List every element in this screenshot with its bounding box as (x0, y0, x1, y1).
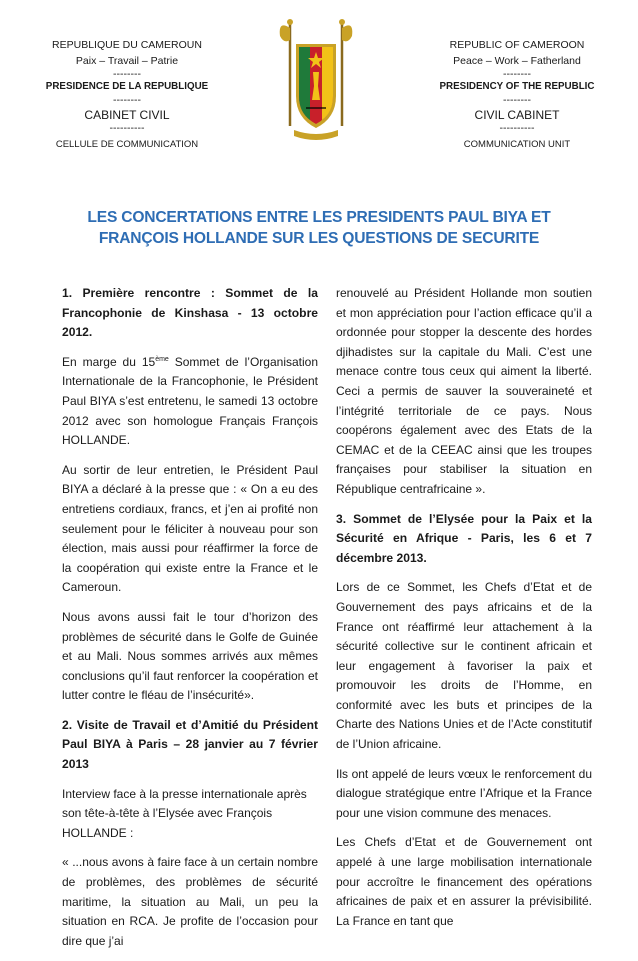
cabinet-en: CIVIL CABINET (474, 107, 560, 122)
paragraph: Ils ont appelé de leurs vœux le renforcement du dialogue stratégique entre l’Afrique et la France pour une vision commune des menaces. (336, 766, 592, 820)
section-heading-2: 2. Visite de Travail et d’Amitié du Président Paul BIYA à Paris – 28 janvier au 7 février 2013 (62, 717, 318, 772)
column-right (336, 284, 592, 941)
unit-en: COMMUNICATION UNIT (463, 139, 571, 150)
separator: ---------- (499, 122, 535, 134)
motto-fr: Paix – Travail – Patrie (75, 54, 179, 67)
separator: -------- (113, 68, 141, 80)
section-heading-3: 3. Sommet de l’Elysée pour la Paix et la Sécurité en Afrique - Paris, les 6 et 7 décembre 2013. (336, 511, 592, 565)
header-left (34, 38, 220, 153)
header-right (424, 38, 610, 153)
cabinet-fr: CABINET CIVIL (84, 107, 170, 122)
motto-en: Peace – Work – Fatherland (453, 54, 581, 67)
paragraph: renouvelé au Président Hollande mon soutien et mon appréciation pour l’action efficace qu’il a ordonnée pour stopper la descente des hordes djihadistes sur la capitale du Mali. C’est une menace contre tous ceux qui aiment la liberté. Ceci a permis de sauver la souveraineté et l’intégrité territoriale de ce pays. Nous coopérons également avec des Etats de la CEMAC et de la CEEAC ainsi que les troupes françaises pour stabiliser la situation en République centrafricaine ». (336, 286, 592, 496)
section-heading-1: 1. Première rencontre : Sommet de la Francophonie de Kinshasa - 13 octobre 2012. (62, 286, 318, 340)
coat-of-arms-emblem (276, 14, 356, 154)
paragraph: Interview face à la presse internationale après son tête-à-tête à l’Elysée avec François HOLLANDE : (62, 786, 307, 840)
country-name-en: REPUBLIC OF CAMEROON (449, 39, 585, 51)
separator: -------- (503, 93, 531, 106)
separator: -------- (113, 93, 141, 106)
office-en: PRESIDENCY OF THE REPUBLIC (439, 81, 595, 92)
paragraph: « ...nous avons à faire face à un certain nombre de problèmes, des problèmes de sécurité maritime, la situation au Mali, un peu la situation en RCA. Je profite de l’occasion pour dire que j’ai (62, 855, 318, 948)
unit-fr: CELLULE DE COMMUNICATION (55, 139, 199, 150)
axe-left-icon (280, 19, 293, 126)
paragraph: Lors de ce Sommet, les Chefs d’Etat et de Gouvernement des pays africains et de la France ont réaffirmé leur attachement à la sécurité collective sur le continent africain et leur engagement à favoriser la paix et promouvoir les droits de l’Homme, en conformité avec les buts et principes de la Charte des Nations Unies et de l’Acte constitutif de l’Union africaine. (336, 580, 592, 752)
separator: -------- (503, 68, 531, 80)
office-fr: PRESIDENCE DE LA REPUBLIQUE (45, 81, 209, 92)
axe-right-icon (339, 19, 352, 126)
column-left (62, 284, 318, 961)
paragraph: Nous avons aussi fait le tour d’horizon des problèmes de sécurité dans le Golfe de Guinée et au Mali. Nous sommes arrivés aux mêmes conclusions qu’il faut renforcer la coopération et lutter contre le fléau de l’insécurité». (62, 609, 318, 703)
document-title: LES CONCERTATIONS ENTRE LES PRESIDENTS PAUL BIYA ET FRANÇOIS HOLLANDE SUR LES QUESTIONS DE SECURITE (87, 209, 551, 247)
ribbon-icon (294, 130, 338, 140)
paragraph: Les Chefs d’Etat et de Gouvernement ont appelé à une large mobilisation internationale pour accroître le financement des opérations africaines de paix et en assurer la prévisibilité. La France en tant que (336, 835, 592, 928)
paragraph: Au sortir de leur entretien, le Président Paul BIYA a déclaré à la presse que : « On a eu des entretiens cordiaux, francs, et j’en ai profité non seulement pour le féliciter à nouveau pour son élection, mais aussi pour réaffirmer la force de la coopération qui existe entre la France et le Cameroun. (62, 462, 318, 595)
shield-icon (296, 44, 336, 128)
separator: ---------- (109, 122, 145, 134)
country-name-fr: REPUBLIQUE DU CAMEROUN (52, 39, 202, 51)
paragraph: En marge du 15ème Sommet de l’Organisation Internationale de la Francophonie, le Président Paul BIYA s’est entretenu, le samedi 13 octobre 2012 avec son homologue Français François HOLLANDE. (62, 354, 319, 448)
